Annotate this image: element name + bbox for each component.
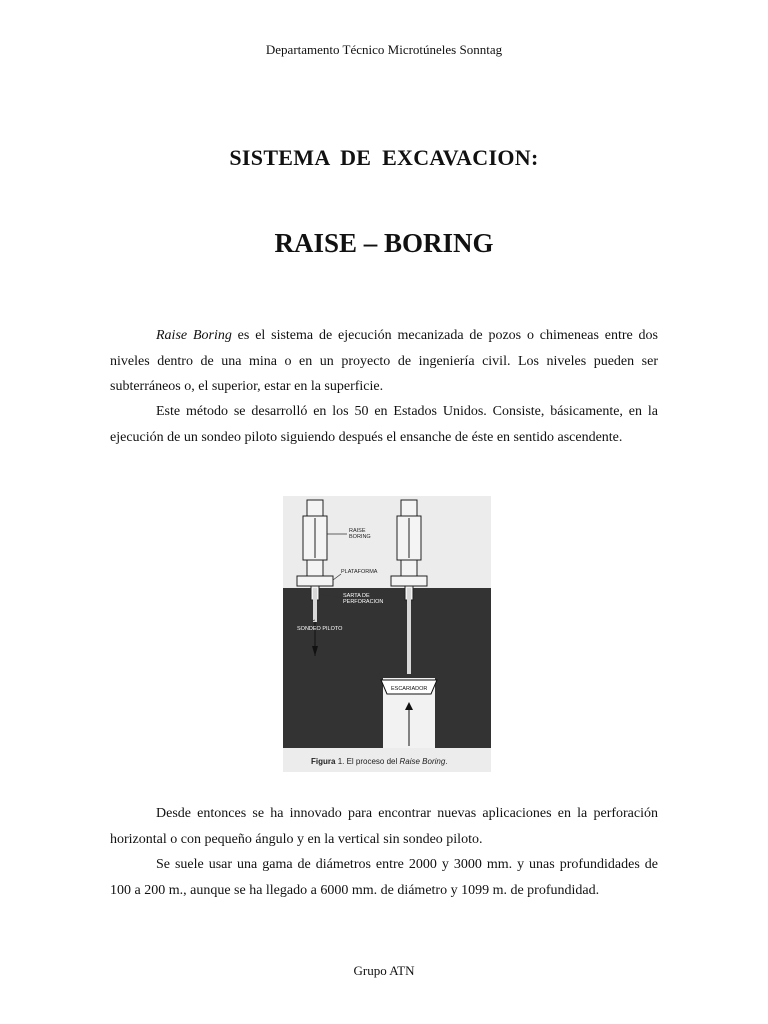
paragraph-intro [110,323,658,400]
label-plataforma: PLATAFORMA [341,569,378,575]
label-escariador: ESCARIADOR [391,686,428,692]
drill-string-left [313,588,317,622]
caption-number: 1. [337,757,345,766]
caption-text: El proceso del [344,757,400,766]
label-raise: RAISE [349,528,366,534]
document-title: RAISE – BORING [274,228,494,258]
term-raise-boring: Raise Boring [156,328,232,343]
label-boring: BORING [349,534,371,540]
section-title: SISTEMA DE EXCAVACION: [229,145,539,170]
label-sarta: SARTA DE [343,593,370,599]
figure-caption [311,757,448,766]
paragraph-intro-text: es el sistema de ejecución mecanizada de pozos o chimeneas entre dos niveles dentro de una mina o en un proyecto de ingeniería civil. Los niveles pueden ser subterráneos o, el superior, estar en la superficie. [110,328,658,394]
caption-italic: Raise Boring [399,757,446,766]
paragraph-history: Este método se desarrolló en los 50 en Estados Unidos. Consiste, básicamente, en la ejecución de un sondeo piloto siguiendo después el ensanche de éste en sentido ascendente. [110,404,658,445]
raise-boring-figure [283,496,491,772]
page-footer: Grupo ATN [353,963,415,978]
caption-prefix: Figura [311,757,336,766]
raise-boring-diagram [283,496,491,772]
paragraph-innovation: Desde entonces se ha innovado para encontrar nuevas aplicaciones en la perforación horizontal o con pequeño ángulo y en la vertical sin sondeo piloto. [110,806,658,847]
label-sondeo-piloto: SONDEO PILOTO [297,626,343,632]
caption-end: . [445,757,448,766]
raise-boring-machine-left [297,500,333,600]
drill-string-right [407,588,411,674]
raise-boring-machine-right [391,500,427,600]
label-perforacion: PERFORACION [343,599,384,605]
paragraph-dimensions: Se suele usar una gama de diámetros entre 2000 y 3000 mm. y unas profundidades de 100 a 200 m., aunque se ha llegado a 6000 mm. de diámetro y 1099 m. de profundidad. [110,857,658,898]
page-header: Departamento Técnico Microtúneles Sonntag [265,42,503,57]
